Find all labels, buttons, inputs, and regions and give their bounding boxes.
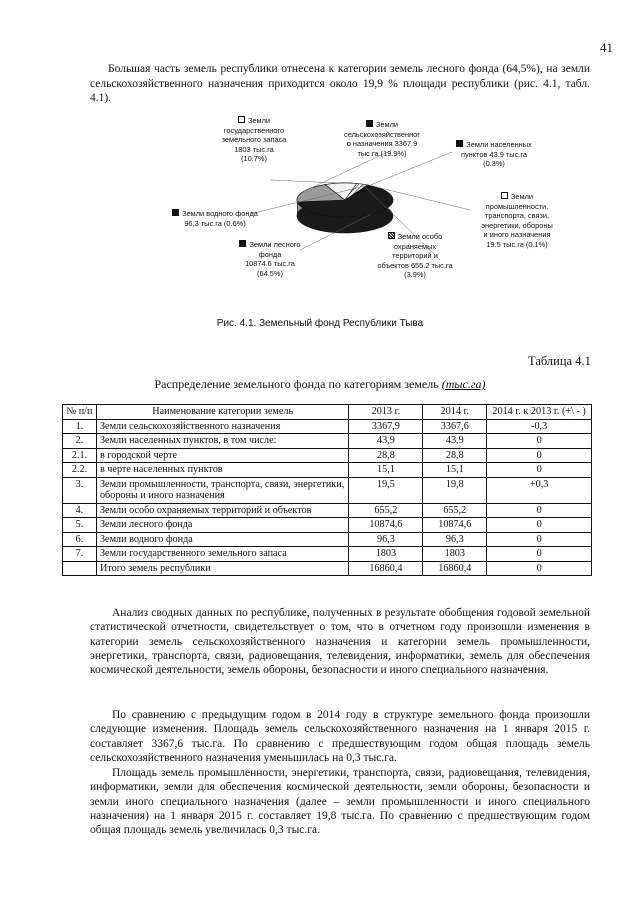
slice-label-line: территорий и bbox=[392, 251, 438, 261]
table-body bbox=[63, 419, 592, 576]
slice-label-line: сельскохозяйственног bbox=[344, 129, 420, 139]
table-cell-name: в городской черте bbox=[96, 448, 349, 463]
table-cell-name: Земли населенных пунктов, в том числе: bbox=[96, 434, 349, 449]
slice-label-line: земельного запаса bbox=[221, 135, 287, 145]
analysis-paragraph: Анализ сводных данных по республике, полученных в результате обобщения годовой земельной статистической отчетности, свидетельствует о том, что в отчетном году произошли изменения в категории земель сельскохозяйственного назначения и категории земель промышленности, энергетики, транспорта, связи, радиовещания, телевидения, информатики, земель для обеспечения космической деятельности, земель обороны, безопасности и иного специального назначения. bbox=[90, 607, 590, 677]
table-cell-diff: +0,3 bbox=[487, 477, 592, 503]
slice-label-settlements bbox=[448, 140, 540, 169]
table-cell-num: 5. bbox=[63, 518, 97, 533]
slice-label-line: энергетики, обороны bbox=[481, 220, 553, 230]
slice-label-forest bbox=[228, 240, 312, 278]
intro-paragraph: Большая часть земель республики отнесена к категории земель лесного фонда (64,5%), на земли сельскохозяйственного назначения приходится около 19,9 % площади республики (рис. 4.1, табл. 4.1). bbox=[90, 63, 590, 104]
slice-label-line: 10874.6 тыс.га bbox=[245, 259, 295, 269]
table-cell-name: Земли водного фонда bbox=[96, 532, 349, 547]
table-header-row bbox=[63, 405, 592, 420]
table-cell-name: Итого земель республики bbox=[96, 561, 349, 576]
table-row bbox=[63, 463, 592, 478]
header-name: Наименование категории земель bbox=[96, 405, 349, 420]
slice-label-line: государственного bbox=[223, 125, 285, 135]
header-num: № п/п bbox=[63, 405, 97, 420]
slice-label-line: Земли bbox=[375, 120, 399, 129]
slice-label-line: 96.3 тыс.га (0.6%) bbox=[184, 218, 246, 228]
slice-label-line: (3.9%) bbox=[404, 270, 426, 280]
legend-swatch-icon bbox=[238, 116, 245, 123]
table-cell-y2013: 43,9 bbox=[349, 434, 423, 449]
table-cell-num: 4. bbox=[63, 503, 97, 518]
table-title-units: (тыс.га) bbox=[441, 377, 486, 391]
table-cell-name: в черте населенных пунктов bbox=[96, 463, 349, 478]
land-fund-table bbox=[62, 404, 592, 576]
table-cell-y2013: 28,8 bbox=[349, 448, 423, 463]
table-cell-y2014: 10874,6 bbox=[423, 518, 487, 533]
pie-chart-figure bbox=[0, 110, 640, 340]
legend-swatch-icon bbox=[456, 140, 463, 147]
table-cell-diff: 0 bbox=[487, 547, 592, 562]
table-cell-y2014: 43,9 bbox=[423, 434, 487, 449]
header-2014: 2014 г. bbox=[423, 405, 487, 420]
slice-label-water bbox=[168, 209, 262, 228]
table-cell-name: Земли особо охраняемых территорий и объектов bbox=[96, 503, 349, 518]
slice-label-line: 19.5 тыс.га (0.1%) bbox=[486, 239, 548, 249]
table-cell-y2013: 15,1 bbox=[349, 463, 423, 478]
table-cell-diff: -0,3 bbox=[487, 419, 592, 434]
slice-label-industry bbox=[470, 192, 564, 250]
slice-label-line: пунктов 43.9 тыс.га bbox=[460, 149, 527, 159]
table-cell-y2014: 96,3 bbox=[423, 532, 487, 547]
legend-swatch-icon bbox=[172, 209, 179, 216]
page-number: 41 bbox=[600, 40, 613, 55]
legend-swatch-icon bbox=[501, 192, 508, 199]
table-cell-diff: 0 bbox=[487, 463, 592, 478]
slice-label-line: 1803 тыс.га bbox=[234, 144, 274, 154]
table-cell-y2014: 19,8 bbox=[423, 477, 487, 503]
table-cell-y2014: 15,1 bbox=[423, 463, 487, 478]
table-cell-y2013: 16860,4 bbox=[349, 561, 423, 576]
table-cell-diff: 0 bbox=[487, 434, 592, 449]
legend-swatch-icon bbox=[366, 120, 373, 127]
table-cell-y2014: 3367,6 bbox=[423, 419, 487, 434]
table-cell-name: Земли государственного земельного запаса bbox=[96, 547, 349, 562]
slice-label-agricultural bbox=[332, 120, 432, 158]
comparison-paragraph: По сравнению с предыдущим годом в 2014 году в структуре земельного фонда произошли следующие изменения. Площадь земель сельскохозяйственного назначения на 1 января 2015 г. составляет 3367,6 тыс.га. По сравнению с предшествующим годом общая площадь земель сельскохозяйственного назначения уменьшилась на 0,3 тыс.га. bbox=[90, 709, 590, 764]
legend-swatch-icon bbox=[239, 240, 246, 247]
slice-label-protected bbox=[368, 232, 462, 280]
slice-label-line: о назначения 3367.9 bbox=[346, 139, 418, 149]
slice-label-line: транспорта, связи, bbox=[484, 211, 550, 221]
slice-label-line: Земли bbox=[510, 192, 534, 201]
slice-label-line: Земли населенных bbox=[466, 140, 532, 149]
table-cell-num: 2.2. bbox=[63, 463, 97, 478]
slice-label-line: охраняемых bbox=[393, 241, 437, 251]
table-row bbox=[63, 503, 592, 518]
table-cell-y2013: 10874,6 bbox=[349, 518, 423, 533]
table-row bbox=[63, 547, 592, 562]
table-cell-name: Земли сельскохозяйственного назначения bbox=[96, 419, 349, 434]
table-cell-y2014: 1803 bbox=[423, 547, 487, 562]
slice-label-line: и иного назначения bbox=[483, 230, 551, 240]
slice-label-reserve bbox=[208, 116, 300, 164]
slice-label-line: тыс.га (19.9%) bbox=[357, 148, 407, 158]
table-cell-num bbox=[63, 561, 97, 576]
header-diff: 2014 г. к 2013 г. (+\ - ) bbox=[487, 405, 592, 420]
table-cell-num: 1. bbox=[63, 419, 97, 434]
table-cell-y2013: 3367,9 bbox=[349, 419, 423, 434]
table-cell-num: 6. bbox=[63, 532, 97, 547]
slice-label-line: Земли особо bbox=[397, 232, 443, 241]
slice-label-line: (10.7%) bbox=[241, 154, 267, 164]
table-cell-y2013: 655,2 bbox=[349, 503, 423, 518]
table-row bbox=[63, 532, 592, 547]
slice-label-line: Земли bbox=[247, 116, 271, 125]
table-cell-diff: 0 bbox=[487, 518, 592, 533]
header-2013: 2013 г. bbox=[349, 405, 423, 420]
table-cell-y2013: 19,5 bbox=[349, 477, 423, 503]
slice-label-line: Земли лесного фонда bbox=[249, 240, 301, 259]
industry-paragraph: Площадь земель промышленности, энергетики, транспорта, связи, радиовещания, телевидения, информатики, земли для обеспечения космической деятельности, земли обороны, безопасности и земли иного специального назначения (далее – земли промышленности и иного специального назначения) на 1 января 2015 г. составляет 19,8 тыс.га. По сравнению с предшествующим годом общая площадь земель увеличилась 0,3 тыс.га. bbox=[90, 767, 590, 837]
table-row bbox=[63, 518, 592, 533]
slice-label-line: промышленности, bbox=[485, 201, 549, 211]
table-cell-y2014: 16860,4 bbox=[423, 561, 487, 576]
table-cell-num: 3. bbox=[63, 477, 97, 503]
table-cell-y2013: 1803 bbox=[349, 547, 423, 562]
leader-line bbox=[270, 180, 341, 183]
slice-label-line: (64.5%) bbox=[257, 268, 283, 278]
table-row bbox=[63, 419, 592, 434]
slice-label-line: (0.3%) bbox=[483, 159, 505, 169]
table-cell-diff: 0 bbox=[487, 503, 592, 518]
slice-label-line: Земли водного фонда bbox=[182, 209, 258, 218]
table-title bbox=[0, 377, 640, 392]
table-cell-num: 7. bbox=[63, 547, 97, 562]
table-label: Таблица 4.1 bbox=[528, 354, 591, 368]
table-cell-diff: 0 bbox=[487, 532, 592, 547]
table-row bbox=[63, 448, 592, 463]
legend-swatch-icon bbox=[388, 232, 395, 239]
table-cell-y2013: 96,3 bbox=[349, 532, 423, 547]
table-row bbox=[63, 561, 592, 576]
table-row bbox=[63, 477, 592, 503]
table-title-text: Распределение земельного фонда по категориям земель bbox=[154, 377, 439, 391]
table-cell-diff: 0 bbox=[487, 561, 592, 576]
figure-caption: Рис. 4.1. Земельный фонд Республики Тыва bbox=[216, 318, 424, 329]
slice-label-line: объектов 655.2 тыс.га bbox=[377, 260, 453, 270]
table-cell-y2014: 655,2 bbox=[423, 503, 487, 518]
table-cell-diff: 0 bbox=[487, 448, 592, 463]
table-cell-num: 2. bbox=[63, 434, 97, 449]
table-cell-y2014: 28,8 bbox=[423, 448, 487, 463]
table-cell-name: Земли промышленности, транспорта, связи, энергетики, обороны и иного назначения bbox=[96, 477, 349, 503]
table-cell-name: Земли лесного фонда bbox=[96, 518, 349, 533]
table-row bbox=[63, 434, 592, 449]
table-cell-num: 2.1. bbox=[63, 448, 97, 463]
